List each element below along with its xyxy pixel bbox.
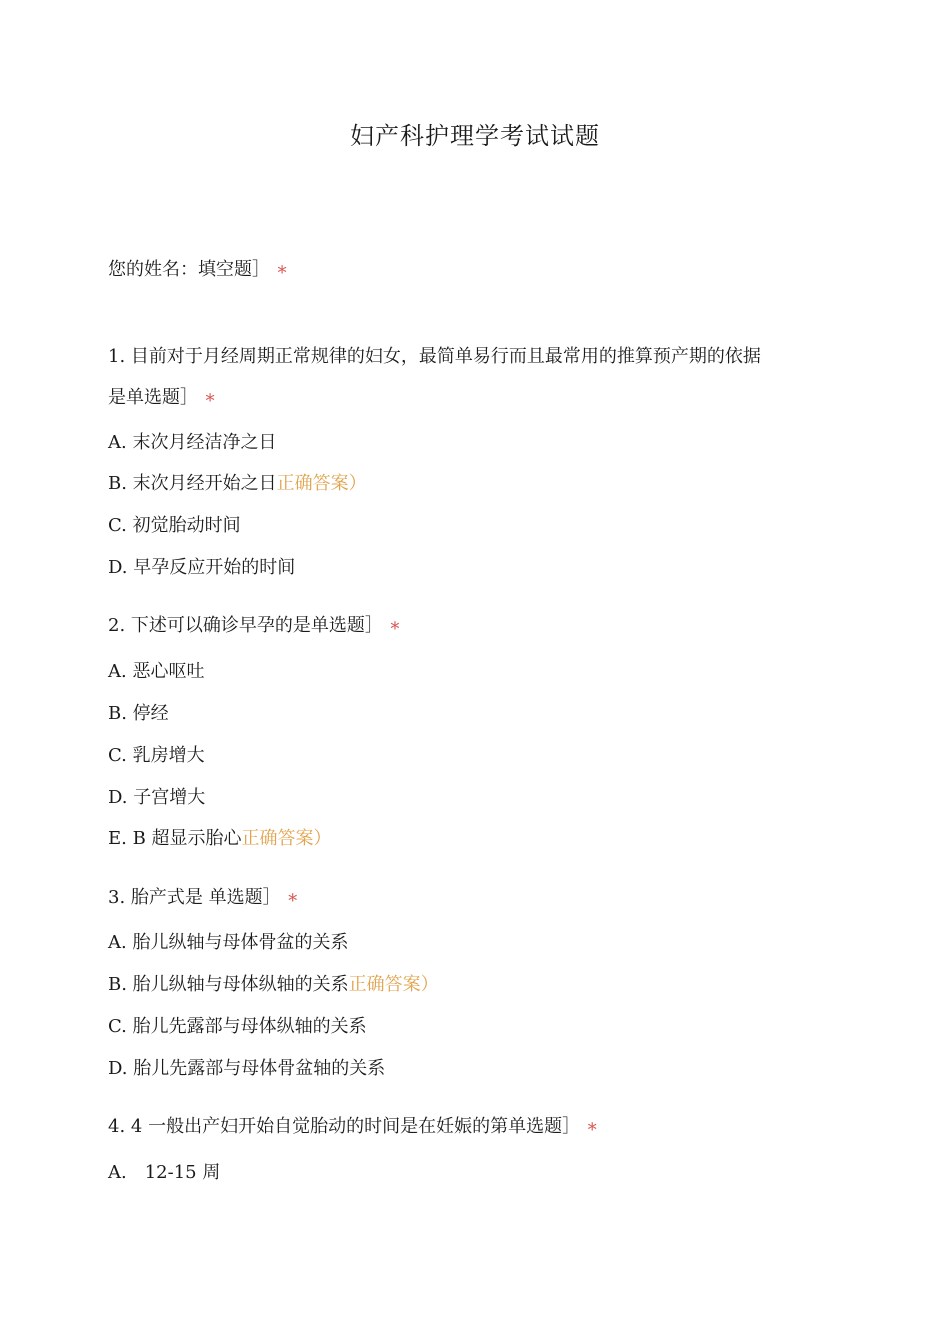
- q2-option-e: [108, 827, 332, 851]
- page-title: 妇产科护理学考试试题: [350, 122, 600, 150]
- question-1-label-cont: 是单选题］: [108, 387, 198, 408]
- required-mark: ∗: [388, 615, 402, 636]
- q4-option-a: [108, 1161, 220, 1185]
- q2-option-e-label: E. B 超显示胎心: [108, 828, 242, 849]
- q3-option-b-label: B. 胎儿纵轴与母体纵轴的关系: [108, 974, 349, 995]
- q1-option-b-label: B. 末次月经开始之日: [108, 473, 277, 494]
- required-mark: ∗: [204, 387, 217, 408]
- question-4-label: 4. 4 一般出产妇开始自觉胎动的时间是在妊娠的第单选题］: [108, 1116, 581, 1137]
- q4-option-a-label: 12-15 周: [144, 1162, 221, 1183]
- q2-option-a: A. 恶心呕吐: [108, 661, 205, 682]
- question-1-text-cont: [108, 386, 216, 410]
- required-mark: ∗: [586, 1116, 599, 1137]
- question-2-text: [108, 614, 401, 638]
- q2-option-c: C. 乳房增大: [108, 745, 205, 766]
- q3-option-c: C. 胎儿先露部与母体纵轴的关系: [108, 1016, 367, 1037]
- q3-option-a: A. 胎儿纵轴与母体骨盆的关系: [108, 932, 349, 953]
- question-3-text: [108, 886, 299, 910]
- q2-option-b: B. 停经: [108, 703, 169, 724]
- question-3-label: 3. 胎产式是 单选题］: [108, 887, 281, 908]
- correct-answer-marker: 正确答案）: [348, 974, 439, 995]
- q1-option-d: D. 早孕反应开始的时间: [108, 557, 296, 578]
- name-field-prompt: [108, 258, 288, 282]
- q3-option-d: D. 胎儿先露部与母体骨盆轴的关系: [108, 1058, 386, 1079]
- q1-option-c: C. 初觉胎动时间: [108, 515, 241, 536]
- q1-option-a: A. 末次月经洁净之日: [108, 432, 277, 453]
- q3-option-b: [108, 973, 439, 997]
- question-1-text: 1. 目前对于月经周期正常规律的妇女，最简单易行而且最常用的推算预产期的依据: [108, 346, 761, 367]
- correct-answer-marker: 正确答案）: [241, 828, 332, 849]
- q1-option-b: [108, 472, 367, 496]
- correct-answer-marker: 正确答案）: [276, 473, 367, 494]
- required-mark: ∗: [276, 259, 289, 280]
- q4-option-a-letter: A.: [108, 1162, 127, 1183]
- question-4-text: [108, 1115, 598, 1139]
- question-2-label: 2. 下述可以确诊早孕的是单选题］: [108, 615, 383, 636]
- q2-option-d: D. 子宫增大: [108, 787, 206, 808]
- name-prompt-label: 您的姓名：填空题］: [108, 259, 270, 280]
- required-mark: ∗: [286, 887, 299, 908]
